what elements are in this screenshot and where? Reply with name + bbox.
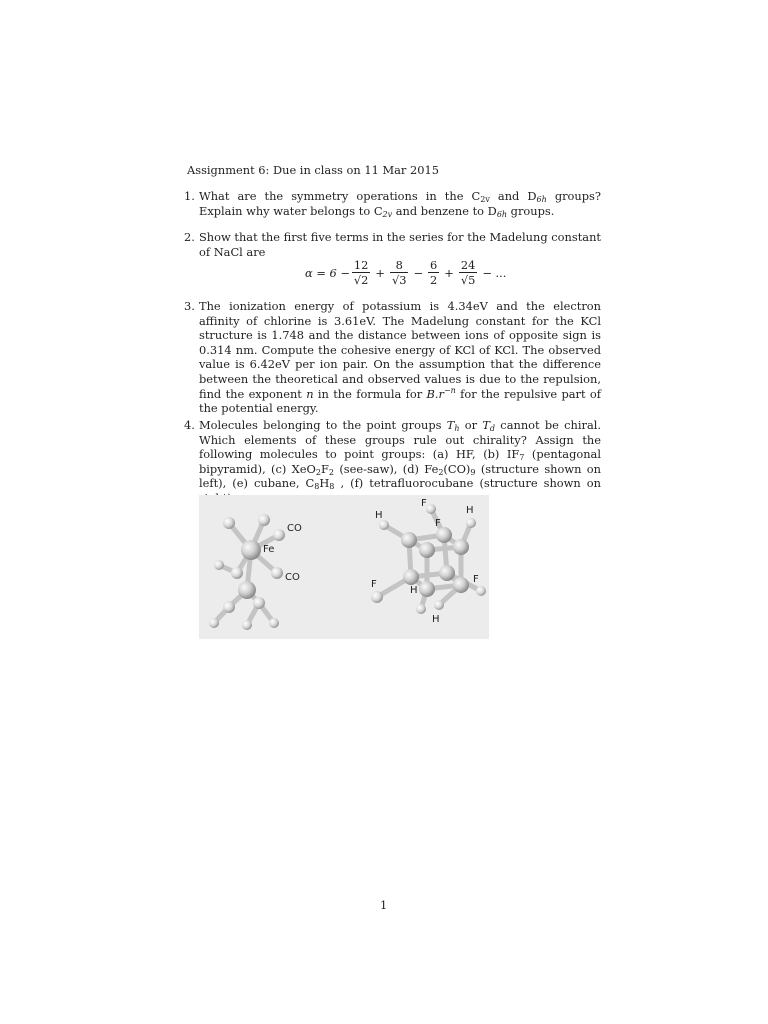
- label-fe: Fe: [263, 544, 275, 555]
- assignment-heading: Assignment 6: Due in class on 11 Mar 2015: [187, 163, 439, 177]
- question-1-text: What are the symmetry operations in the $C_{2v}$ and $D_{6h}$ groups? Explain why water belongs to $C_{2v}$ and benzene to $D_{6h}$ groups.: [199, 189, 601, 219]
- question-3-number: 3.: [184, 299, 195, 313]
- label-h-bottom: H: [432, 614, 440, 625]
- label-h-top-right: H: [466, 505, 474, 516]
- label-f-right: F: [473, 574, 479, 585]
- question-1-number: 1.: [184, 189, 195, 203]
- label-co-bottom: CO: [285, 572, 300, 583]
- madelung-formula: α = 6 − $\frac{12}{√2}$ + $\frac{8}{√3}$ − $\frac{6}{2}$ + $\frac{24}{√5}$ − ...: [305, 257, 507, 287]
- label-f-top: F: [421, 498, 427, 509]
- question-4-number: 4.: [184, 418, 195, 432]
- label-co-top: CO: [287, 523, 302, 534]
- page-number: 1: [380, 898, 388, 912]
- question-3-text: The ionization energy of potassium is 4.34eV and the electron affinity of chlorine is 3.61eV. The Madelung constant for the KCl structure is 1.748 and the distance between ions of opposite sign is 0.314 nm. Compute the cohesive energy of KCl of KCl. The observed value is 6.42eV per ion pair. On the assumption that the difference between the theoretical and observed values is due to the repulsion, find the exponent n in the formula for $B.r^{-n}$ for the repulsive part of the potential energy.: [199, 299, 601, 416]
- molecule-structures-figure: [199, 495, 489, 639]
- label-h-top-left: H: [375, 510, 383, 521]
- question-2-text: Show that the first five terms in the series for the Madelung constant of NaCl are: [199, 230, 601, 259]
- label-f-left: F: [371, 579, 377, 590]
- label-h-mid: H: [410, 585, 418, 596]
- label-f-mid: F: [435, 518, 441, 529]
- question-4-text: Molecules belonging to the point groups $T_h$ or $T_d$ cannot be chiral. Which elements of these groups rule out chirality? Assign the following molecules to point groups: (a) HF, (b) $IF_7$ (pentagonal bipyramid), (c) $XeO_2F_2$ (see-saw), (d) $Fe_2(CO)_9$ (structure shown on left), (e) cubane, $C_8H_8$ , (f) tetrafluorocubane (structure shown on: [199, 418, 602, 492]
- question-2-number: 2.: [184, 230, 195, 244]
- molecule-structures-image: [199, 495, 489, 639]
